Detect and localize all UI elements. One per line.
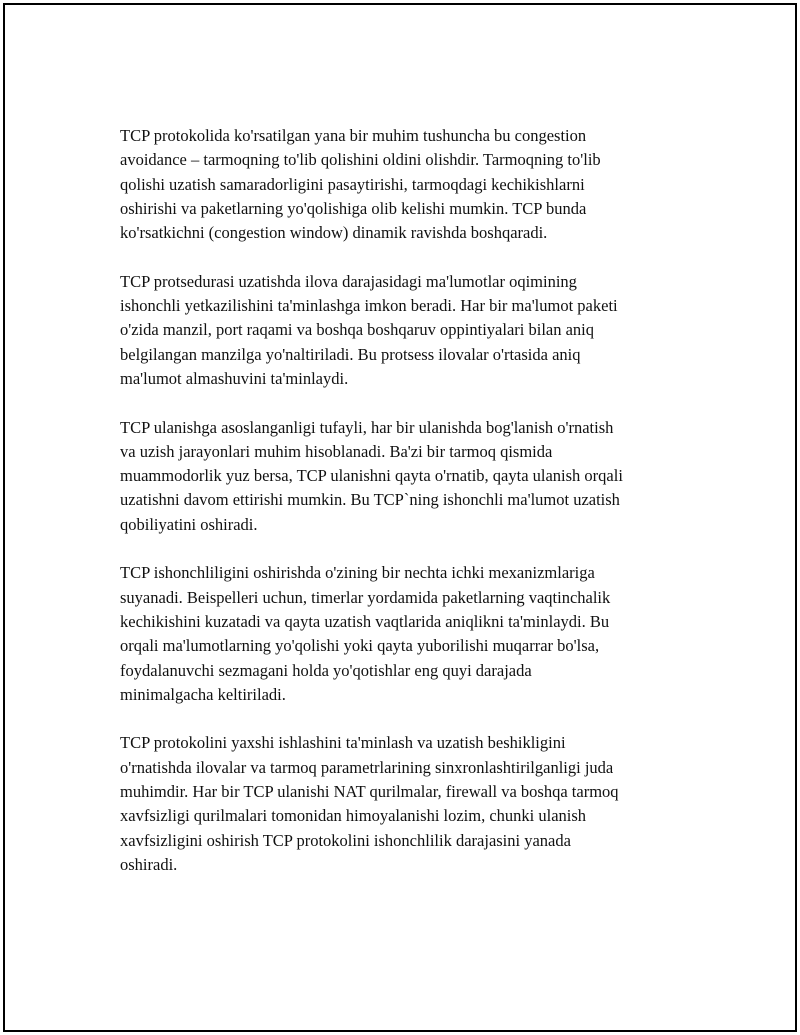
paragraph-2: TCP protsedurasi uzatishda ilova darajasidagi ma'lumotlar oqimining ishonchli yetkazilishini ta'minlashga imkon beradi. Har bir ma'lumot paketi o'zida manzil, port raqami va boshqa boshqaruv oppintiyalari bilan aniq belgilangan manzilga yo'naltiriladi. Bu protsess ilovalar o'rtasida aniq ma'lumot almashuvini ta'minlaydi. xyxy=(120,271,618,388)
document-body xyxy=(120,124,700,902)
paragraph-3: TCP ulanishga asoslanganligi tufayli, har bir ulanishda bog'lanish o'rnatish va uzish jarayonlari muhim hisoblanadi. Ba'zi bir tarmoq qismida muammodorlik yuz bersa, TCP ulanishni qayta o'rnatib, qayta ulanish orqali uzatishni davom ettirishi mumkin. Bu TCP`ning ishonchli ma'lumot uzatish qobiliyatini oshiradi. xyxy=(120,417,623,534)
paragraph-5: TCP protokolini yaxshi ishlashini ta'minlash va uzatish beshikligini o'rnatishda ilovalar va tarmoq parametrlarining sinxronlashtirilganligi juda muhimdir. Har bir TCP ulanishi NAT qurilmalar, firewall va boshqa tarmoq xavfsizligi qurilmalari tomonidan himoyalanishi lozim, chunki ulanish xavfsizligini oshirish TCP protokolini ishonchlilik darajasini yanada oshiradi. xyxy=(120,733,619,874)
paragraph-4: TCP ishonchliligini oshirishda o'zining bir nechta ichki mexanizmlariga suyanadi. Beispelleri uchun, timerlar yordamida paketlarning vaqtinchalik kechikishini kuzatadi va qayta uzatish vaqtlarida aniqlikni ta'minlaydi. Bu orqali ma'lumotlarning yo'qolishi yoki qayta yuborilishi muqarrar bo'lsa, foydalanuvchi sezmagani holda yo'qotishlar eng quyi darajada minimalgacha keltiriladi. xyxy=(120,563,611,704)
paragraph-1: TCP protokolida ko'rsatilgan yana bir muhim tushuncha bu congestion avoidance – tarmoqning to'lib qolishini oldini olishdir. Tarmoqning to'lib qolishi uzatish samaradorligini pasaytirishi, tarmoqdagi kechikishlarni oshirishi va paketlarning yo'qolishiga olib kelishi mumkin. TCP bunda ko'rsatkichni (congestion window) dinamik ravishda boshqaradi. xyxy=(120,126,601,243)
document-page xyxy=(3,3,797,1032)
